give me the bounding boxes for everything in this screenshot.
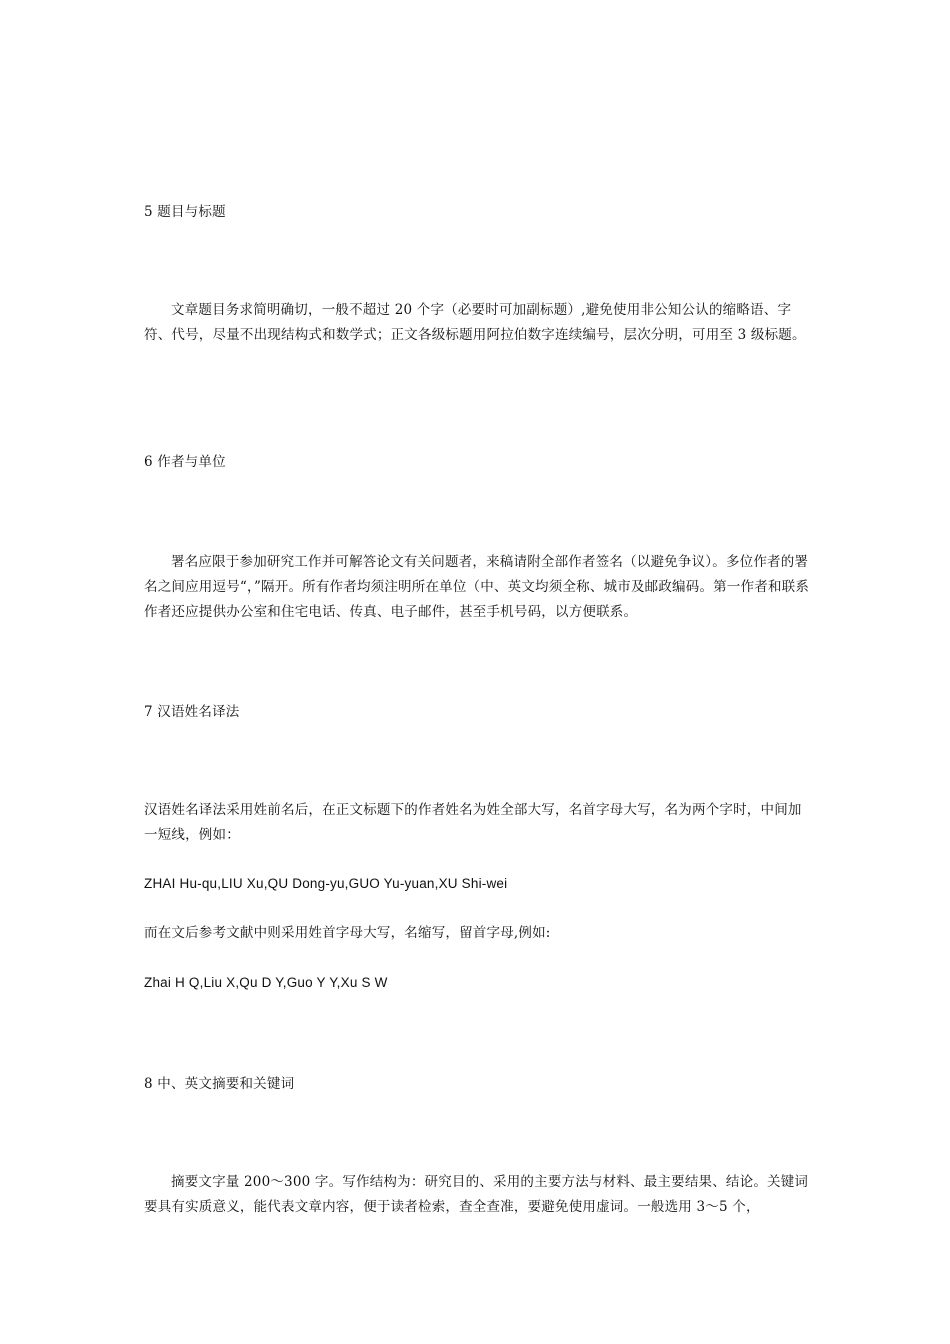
section-heading-5: 5 题目与标题: [144, 204, 226, 220]
paragraph-title-rules: 文章题目务求简明确切，一般不超过 20 个字（必要时可加副标题）,避免使用非公知公认的缩略语、字符、代号，尽量不出现结构式和数学式；正文各级标题用阿拉伯数字连续编号，层次分明，可用至 3 级标题。: [144, 302, 806, 343]
example-abbreviated-names: Zhai H Q,Liu X,Qu D Y,Guo Y Y,Xu S W: [144, 975, 388, 990]
section-heading-7: 7 汉语姓名译法: [144, 704, 240, 720]
section-heading-6: 6 作者与单位: [144, 454, 226, 470]
paragraph-abstract-keywords: 摘要文字量 200～300 字。写作结构为：研究目的、采用的主要方法与材料、最主要结果、结论。关键词要具有实质意义，能代表文章内容，便于读者检索，查全查准，要避免使用虚词。一般选用 3～5 个，: [144, 1174, 809, 1215]
section-heading-8: 8 中、英文摘要和关键词: [144, 1076, 295, 1092]
paragraph-author-rules: 署名应限于参加研究工作并可解答论文有关问题者，来稿请附全部作者签名（以避免争议）。多位作者的署名之间应用逗号“，”隔开。所有作者均须注明所在单位（中、英文均须全称、城市及邮政编码。第一作者和联系作者还应提供办公室和住宅电话、传真、电子邮件，甚至手机号码，以方便联系。: [144, 554, 810, 620]
paragraph-reference-names: 而在文后参考文献中则采用姓首字母大写，名缩写，留首字母,例如:: [144, 925, 551, 941]
paragraph-name-translation: 汉语姓名译法采用姓前名后，在正文标题下的作者姓名为姓全部大写，名首字母大写，名为两个字时，中间加一短线，例如：: [144, 802, 802, 843]
example-full-names: ZHAI Hu-qu,LIU Xu,QU Dong-yu,GUO Yu-yuan,XU Shi-wei: [144, 876, 508, 891]
